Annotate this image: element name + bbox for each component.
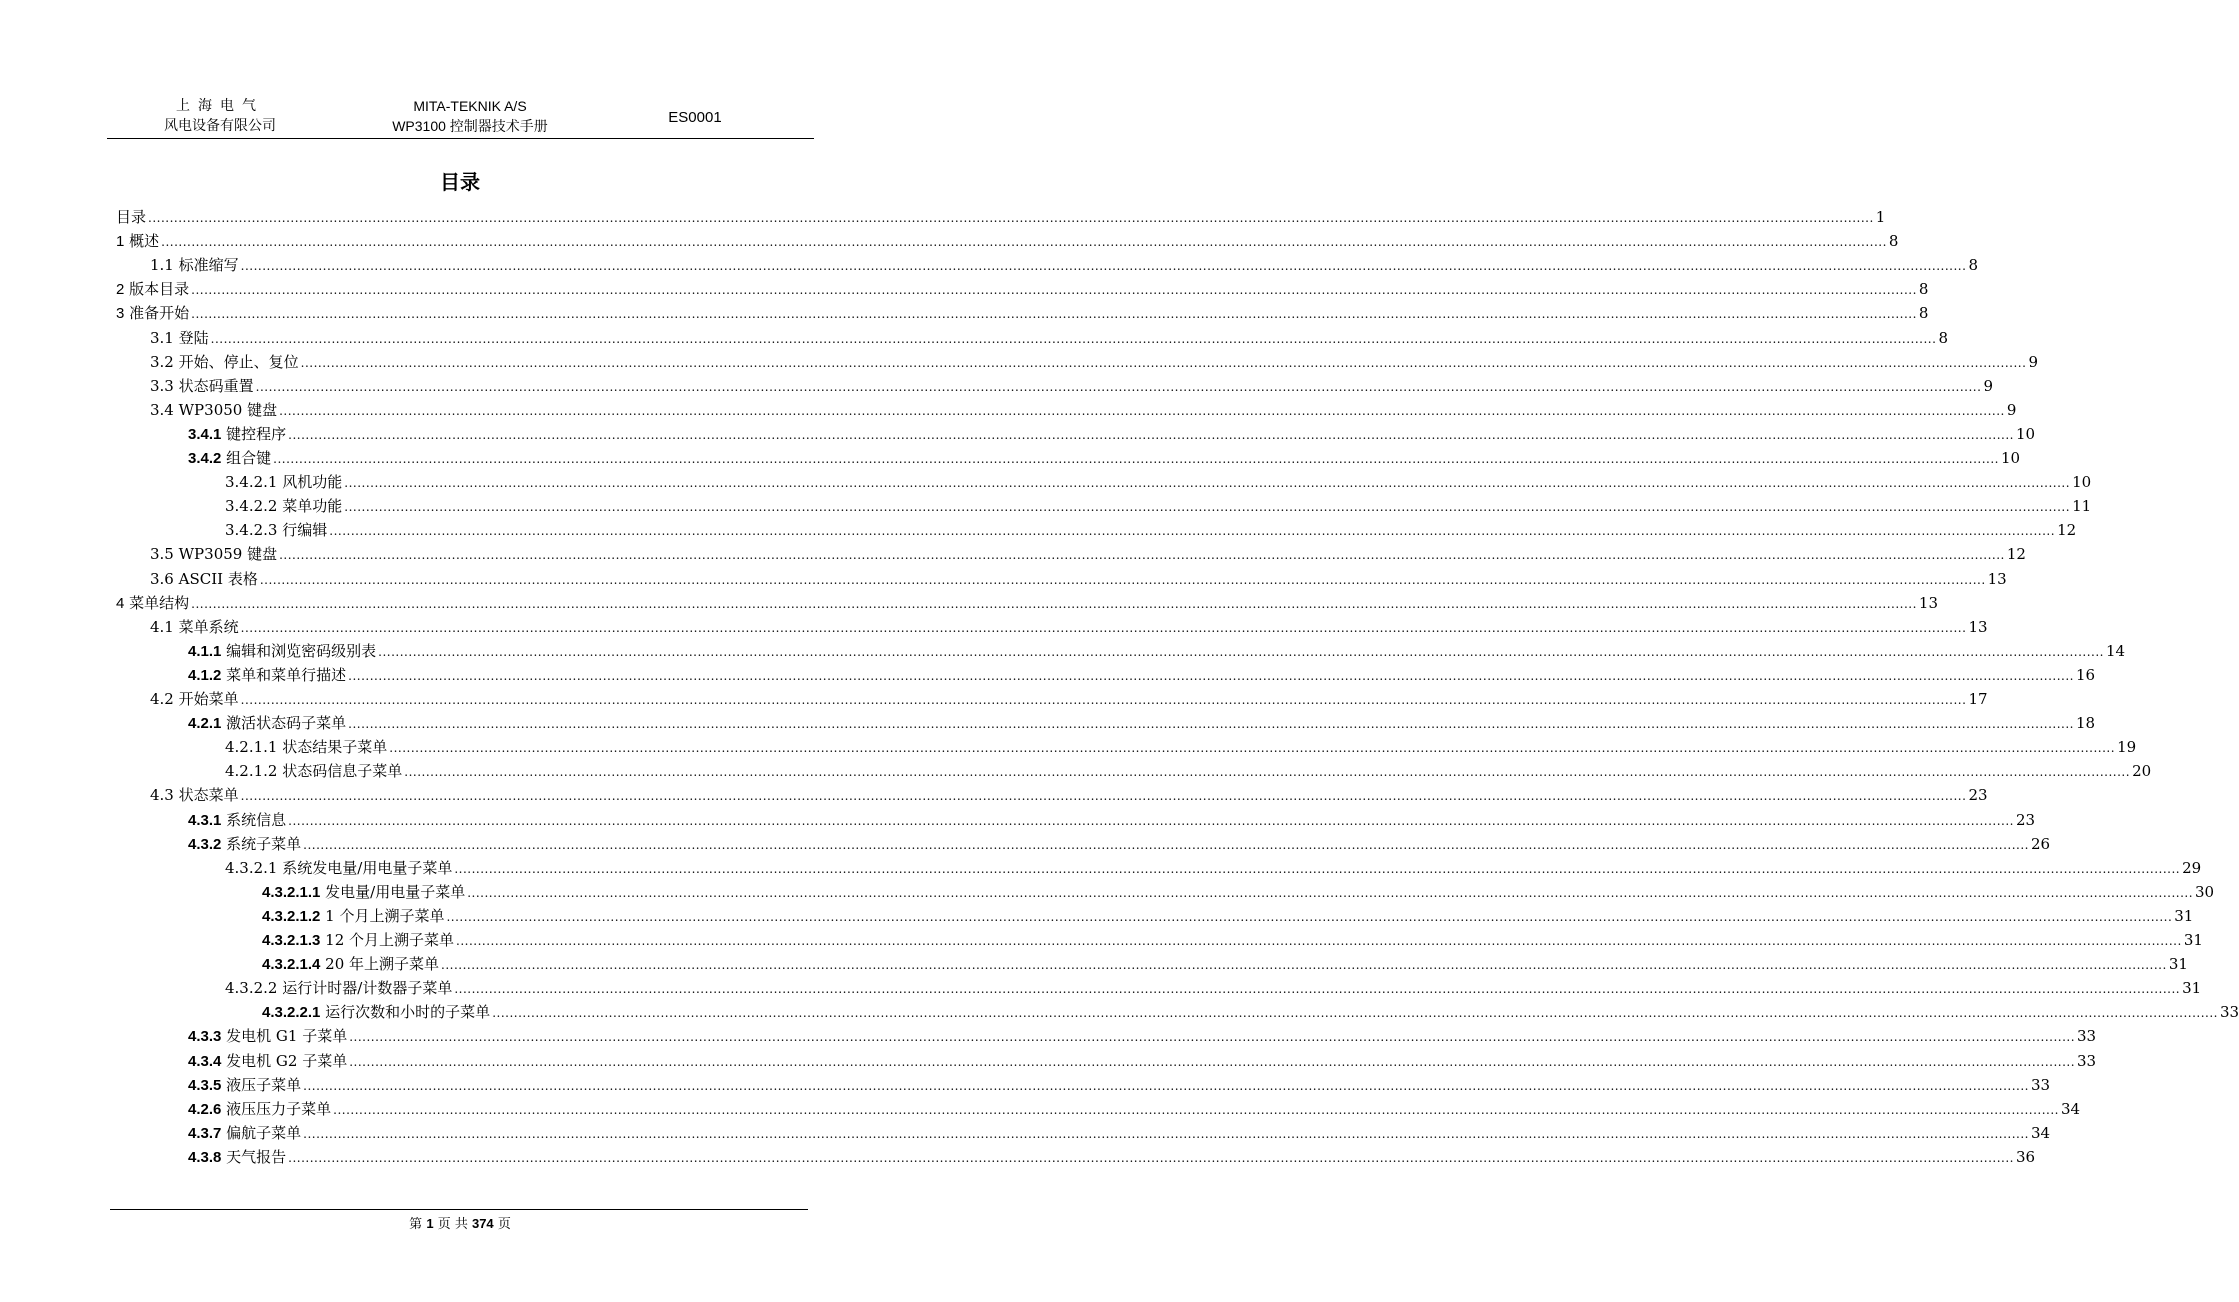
toc-entry[interactable]	[225, 856, 2202, 880]
toc-entry-number: 2	[116, 281, 125, 299]
doc-line-1: MITA-TEKNIK A/S	[413, 98, 527, 114]
toc-entry-title	[262, 928, 454, 953]
toc-entry-number: 3.4.2	[188, 450, 222, 467]
toc-entry-number: 4.1.1	[188, 642, 222, 660]
toc-entry-label: WP3050 键盘	[178, 400, 278, 419]
toc-entry[interactable]	[188, 1097, 2081, 1121]
footer-divider	[110, 1209, 808, 1210]
toc-entry-label: 标准缩写	[178, 256, 239, 275]
toc-entry[interactable]	[188, 1073, 2051, 1097]
toc-entry[interactable]	[262, 880, 2215, 904]
toc-entry-label: 系统子菜单	[226, 834, 302, 853]
toc-entry[interactable]	[150, 542, 2026, 566]
toc-entry-number: 4.2.1.1	[225, 738, 278, 757]
toc-entry-title	[116, 591, 189, 616]
toc-leader-dots: ................................................................................................................................................................................................................................................................................................................................................................................................................	[349, 1030, 2076, 1045]
toc-entry[interactable]	[188, 1049, 2097, 1073]
toc-entry[interactable]	[188, 422, 2036, 446]
toc-entry-label: 开始菜单	[178, 690, 239, 708]
toc-entry-label: 键控程序	[226, 424, 287, 443]
toc-entry[interactable]	[150, 253, 1978, 277]
footer-page-number: 1	[426, 1216, 434, 1231]
toc-page-number: 36	[2015, 1147, 2036, 1166]
toc-entry-label: 液压压力子菜单	[226, 1099, 332, 1118]
toc-entry-label: 菜单功能	[282, 497, 343, 516]
toc-entry-number: 3	[116, 305, 125, 323]
toc-entry[interactable]	[188, 1145, 2036, 1169]
toc-entry-label: 菜单结构	[129, 593, 190, 612]
toc-entry-title	[150, 326, 209, 350]
toc-page-number: 8	[1918, 280, 1929, 299]
document-code: ES0001	[668, 109, 722, 126]
toc-entry-number: 4.3.4	[188, 1052, 222, 1070]
toc-entry-number: 4.3.3	[188, 1028, 222, 1046]
toc-entry-title	[225, 494, 342, 518]
company-name	[130, 96, 310, 136]
toc-entry-label: 风机功能	[282, 473, 343, 492]
toc-entry-title	[188, 1073, 301, 1098]
toc-entry-number: 3.2	[150, 352, 174, 371]
company-line-1: 上海电气	[176, 98, 264, 114]
toc-page-number: 13	[1968, 617, 1988, 636]
toc-entry-label: 运行次数和小时的子菜单	[325, 1003, 491, 1022]
toc-entry-number: 4.2.1	[188, 715, 222, 733]
toc-entry-title	[262, 1000, 490, 1025]
toc-entry-number: 4.3.1	[188, 811, 222, 829]
toc-entry[interactable]	[188, 832, 2051, 856]
toc-leader-dots: ................................................................................................................................................................................................................................................................................................................................................................................................................	[259, 572, 1986, 587]
toc-leader-dots: ................................................................................................................................................................................................................................................................................................................................................................................................................	[467, 885, 2194, 900]
toc-entry-title	[150, 542, 277, 566]
toc-entry-title	[116, 301, 189, 326]
toc-page-number: 20	[2132, 762, 2152, 781]
toc-entry[interactable]	[116, 591, 1939, 615]
toc-page-number: 17	[1968, 690, 1988, 708]
toc-page-number: 33	[2219, 1003, 2239, 1022]
toc-entry[interactable]	[150, 783, 1988, 807]
toc-entry-label: 1 个月上溯子菜单	[325, 906, 445, 925]
toc-entry-title	[188, 1097, 331, 1122]
toc-entry-number: 4.3	[150, 786, 174, 805]
toc-entry[interactable]	[150, 326, 1948, 350]
toc-page-number: 8	[1938, 328, 1948, 347]
toc-leader-dots: ................................................................................................................................................................................................................................................................................................................................................................................................................	[288, 1150, 2014, 1165]
toc-entry-title	[262, 880, 465, 905]
toc-leader-dots: ................................................................................................................................................................................................................................................................................................................................................................................................................	[492, 1006, 2218, 1021]
footer-prefix: 第	[409, 1217, 423, 1232]
toc-entry-label: 液压子菜单	[226, 1075, 302, 1094]
toc-page-number: 33	[2030, 1075, 2051, 1094]
toc-entry-label: 激活状态码子菜单	[226, 714, 347, 733]
toc-entry-title	[188, 711, 346, 736]
toc-leader-dots: ................................................................................................................................................................................................................................................................................................................................................................................................................	[389, 741, 2116, 756]
toc-entry-title	[188, 1121, 301, 1146]
toc-page-number: 34	[2060, 1099, 2081, 1118]
toc-entry-label: ASCII 表格	[178, 569, 258, 588]
toc-leader-dots: ................................................................................................................................................................................................................................................................................................................................................................................................................	[279, 548, 2005, 563]
toc-leader-dots: ................................................................................................................................................................................................................................................................................................................................................................................................................	[240, 789, 1967, 804]
toc-leader-dots: ................................................................................................................................................................................................................................................................................................................................................................................................................	[273, 452, 1999, 466]
toc-entry-label: 发电量/用电量子菜单	[325, 882, 466, 901]
toc-entry[interactable]	[225, 976, 2202, 1000]
toc-entry[interactable]	[116, 277, 1929, 301]
toc-leader-dots: ................................................................................................................................................................................................................................................................................................................................................................................................................	[446, 909, 2173, 924]
toc-entry[interactable]	[262, 1000, 2239, 1024]
toc-entry-number: 4.3.2.2	[225, 979, 278, 998]
toc-page-number: 1	[1875, 208, 1886, 226]
toc-entry-number: 3.4.2.2	[225, 497, 278, 516]
toc-entry-number: 1	[116, 233, 125, 251]
toc-page-number: 23	[2015, 810, 2036, 829]
toc-entry[interactable]	[188, 663, 2096, 687]
toc-page-number: 10	[2072, 473, 2092, 492]
toc-entry-title	[116, 205, 146, 229]
toc-entry-label: 概述	[129, 232, 160, 251]
toc-entry-label: 天气报告	[226, 1147, 287, 1166]
toc-entry-title	[116, 229, 159, 254]
toc-page-number: 16	[2075, 665, 2096, 684]
toc-entry-label: 运行计时器/计数器子菜单	[282, 979, 453, 998]
toc-page-number: 19	[2117, 738, 2137, 757]
toc-entry[interactable]	[116, 301, 1929, 325]
toc-entry-title	[188, 663, 346, 688]
toc-page-number: 29	[2182, 858, 2202, 877]
toc-leader-dots: ................................................................................................................................................................................................................................................................................................................................................................................................................	[300, 355, 2027, 370]
toc-entry-label: 状态菜单	[178, 786, 239, 805]
toc-entry[interactable]	[150, 567, 2007, 591]
toc-page-number: 31	[2168, 955, 2188, 974]
toc-entry-title	[150, 567, 258, 591]
toc-entry-label: 菜单系统	[178, 617, 239, 636]
toc-page-number: 8	[1888, 232, 1899, 251]
toc-entry[interactable]	[188, 446, 2021, 470]
toc-entry-label: 偏航子菜单	[226, 1123, 302, 1142]
toc-leader-dots: ................................................................................................................................................................................................................................................................................................................................................................................................................	[454, 861, 2181, 876]
toc-page-number: 13	[1987, 569, 2007, 588]
toc-leader-dots: ................................................................................................................................................................................................................................................................................................................................................................................................................	[348, 717, 2074, 732]
toc-leader-dots: ................................................................................................................................................................................................................................................................................................................................................................................................................	[344, 500, 2071, 515]
toc-entry-label: 准备开始	[129, 304, 190, 323]
toc-entry-title	[225, 518, 327, 542]
toc-entry[interactable]	[150, 350, 2038, 374]
toc-leader-dots: ................................................................................................................................................................................................................................................................................................................................................................................................................	[404, 765, 2131, 780]
toc-entry[interactable]	[262, 952, 2188, 976]
toc-entry-label: WP3059 键盘	[178, 545, 278, 564]
toc-entry-number: 3.4.1	[188, 425, 222, 443]
toc-page-number: 8	[1918, 304, 1929, 323]
toc-page-number: 12	[2006, 545, 2026, 564]
toc-entry[interactable]	[225, 759, 2152, 783]
toc-entry-number: 4	[116, 594, 125, 612]
toc-entry-number: 4.1.2	[188, 666, 222, 684]
toc-entry-number: 3.5	[150, 545, 174, 564]
toc-entry-label: 状态结果子菜单	[282, 738, 388, 757]
toc-entry-title	[188, 1049, 347, 1074]
toc-entry-title	[188, 808, 286, 833]
toc-entry-number: 4.2.1.2	[225, 762, 278, 781]
toc-page-number: 10	[2000, 449, 2021, 467]
toc-entry-label: 目录	[116, 208, 147, 226]
toc-entry-title	[262, 904, 444, 929]
toc-leader-dots: ................................................................................................................................................................................................................................................................................................................................................................................................................	[148, 211, 1874, 225]
toc-entry-label: 发电机 G1 子菜单	[226, 1027, 348, 1046]
footer-mid: 页 共	[437, 1217, 468, 1232]
toc-page-number: 13	[1918, 593, 1939, 612]
page-footer	[0, 1213, 920, 1232]
toc-entry-title	[116, 277, 189, 302]
toc-entry-number: 3.3	[150, 376, 174, 395]
toc-entry-number: 4.3.5	[188, 1076, 222, 1094]
toc-page-number: 14	[2105, 641, 2126, 660]
toc-entry-title	[225, 856, 452, 880]
toc-entry-label: 状态码信息子菜单	[282, 762, 403, 781]
toc-entry-number: 3.4.2.1	[225, 473, 278, 492]
toc-entry[interactable]	[116, 229, 1899, 253]
toc-entry-number: 4.3.2.2.1	[262, 1004, 321, 1022]
toc-leader-dots: ................................................................................................................................................................................................................................................................................................................................................................................................................	[240, 693, 1967, 707]
toc-entry[interactable]	[150, 398, 2017, 422]
page-title: 目录	[440, 170, 480, 194]
toc-leader-dots: ................................................................................................................................................................................................................................................................................................................................................................................................................	[303, 837, 2029, 852]
toc-entry[interactable]	[262, 904, 2194, 928]
toc-leader-dots: ................................................................................................................................................................................................................................................................................................................................................................................................................	[191, 283, 1917, 298]
footer-total-pages: 374	[471, 1216, 494, 1231]
toc-leader-dots: ................................................................................................................................................................................................................................................................................................................................................................................................................	[240, 620, 1967, 635]
toc-entry-title	[188, 1024, 347, 1049]
toc-leader-dots: ................................................................................................................................................................................................................................................................................................................................................................................................................	[191, 596, 1917, 611]
toc-entry[interactable]	[225, 518, 2077, 542]
toc-entry-label: 系统信息	[226, 810, 287, 829]
toc-page-number: 9	[2006, 400, 2017, 419]
toc-entry-title	[225, 735, 387, 759]
toc-entry-label: 登陆	[178, 328, 209, 347]
toc-entry-title	[188, 639, 376, 664]
toc-page-number: 34	[2030, 1123, 2051, 1142]
toc-entry-number: 4.3.2.1.4	[262, 956, 321, 974]
toc-leader-dots: ................................................................................................................................................................................................................................................................................................................................................................................................................	[454, 982, 2181, 997]
toc-entry-number: 4.3.2	[188, 835, 222, 853]
toc-leader-dots: ................................................................................................................................................................................................................................................................................................................................................................................................................	[191, 307, 1917, 322]
toc-leader-dots: ................................................................................................................................................................................................................................................................................................................................................................................................................	[378, 644, 2104, 659]
toc-entry-title	[150, 398, 277, 422]
toc-page-number: 26	[2030, 834, 2051, 853]
toc-entry[interactable]	[188, 808, 2036, 832]
toc-entry[interactable]	[150, 687, 1988, 711]
toc-entry-title	[188, 1145, 286, 1170]
toc-entry-title	[225, 470, 342, 494]
toc-entry[interactable]	[116, 205, 1886, 229]
toc-entry-title	[225, 976, 452, 1000]
toc-page-number: 9	[1983, 376, 1993, 395]
toc-entry[interactable]	[225, 735, 2137, 759]
toc-entry-label: 菜单和菜单行描述	[226, 665, 347, 684]
toc-leader-dots: ................................................................................................................................................................................................................................................................................................................................................................................................................	[161, 235, 1887, 250]
toc-entry-number: 1.1	[150, 256, 174, 275]
footer-suffix: 页	[497, 1217, 511, 1232]
toc-entry-title	[188, 422, 286, 447]
toc-entry-number: 4.3.2.1	[225, 858, 278, 877]
toc-entry-number: 4.3.2.1.2	[262, 907, 321, 925]
toc-page-number: 30	[2195, 882, 2215, 901]
toc-entry[interactable]	[225, 470, 2092, 494]
toc-entry-label: 开始、停止、复位	[178, 352, 299, 371]
toc-leader-dots: ................................................................................................................................................................................................................................................................................................................................................................................................................	[348, 668, 2074, 683]
toc-entry[interactable]	[150, 615, 1988, 639]
toc-entry-number: 4.3.2.1.1	[262, 883, 321, 901]
toc-leader-dots: ................................................................................................................................................................................................................................................................................................................................................................................................................	[240, 259, 1967, 274]
toc-entry[interactable]	[225, 494, 2092, 518]
toc-entry-label: 组合键	[226, 449, 272, 467]
toc-page-number: 33	[2077, 1051, 2097, 1070]
toc-page-number: 33	[2077, 1027, 2097, 1046]
toc-page-number: 12	[2057, 521, 2077, 540]
toc-entry-number: 4.3.8	[188, 1148, 222, 1166]
toc-page-number: 23	[1968, 786, 1988, 805]
toc-entry-title	[225, 759, 402, 783]
toc-entry[interactable]	[188, 639, 2126, 663]
toc-entry-number: 4.3.2.1.3	[262, 932, 321, 949]
toc-entry-number: 4.2.6	[188, 1100, 222, 1118]
company-line-2: 风电设备有限公司	[164, 118, 276, 134]
toc-entry-label: 版本目录	[129, 280, 190, 299]
toc-entry-label: 系统发电量/用电量子菜单	[282, 858, 453, 877]
toc-entry-number: 3.1	[150, 328, 174, 347]
toc-page-number: 10	[2015, 424, 2036, 443]
toc-entry-title	[150, 374, 254, 398]
toc-entry-title	[150, 253, 239, 277]
toc-leader-dots: ................................................................................................................................................................................................................................................................................................................................................................................................................	[210, 331, 1937, 346]
toc-page-number: 31	[2182, 979, 2202, 998]
toc-page-number: 9	[2028, 352, 2038, 371]
toc-entry-title	[150, 350, 299, 374]
toc-leader-dots: ................................................................................................................................................................................................................................................................................................................................................................................................................	[344, 476, 2071, 491]
document-title-header	[300, 96, 640, 136]
toc-entry[interactable]	[188, 1121, 2051, 1145]
toc-entry-title	[188, 832, 301, 857]
toc-leader-dots: ................................................................................................................................................................................................................................................................................................................................................................................................................	[288, 427, 2014, 442]
toc-page-number: 31	[2183, 931, 2203, 949]
toc-entry-label: 12 个月上溯子菜单	[325, 931, 455, 949]
toc-entry-label: 发电机 G2 子菜单	[226, 1051, 348, 1070]
toc-entry-number: 3.4	[150, 400, 174, 419]
toc-leader-dots: ................................................................................................................................................................................................................................................................................................................................................................................................................	[441, 958, 2167, 973]
toc-leader-dots: ................................................................................................................................................................................................................................................................................................................................................................................................................	[329, 524, 2056, 539]
toc-page-number: 31	[2174, 906, 2194, 925]
toc-page-number: 8	[1968, 256, 1978, 275]
toc-entry[interactable]	[188, 1024, 2097, 1048]
doc-line-2: WP3100 控制器技术手册	[392, 118, 548, 134]
toc-page-number: 18	[2075, 714, 2096, 733]
toc-entry[interactable]	[150, 374, 1993, 398]
toc-entry-label: 编辑和浏览密码级别表	[226, 641, 377, 660]
toc-entry-number: 3.4.2.3	[225, 521, 278, 540]
toc-leader-dots: ................................................................................................................................................................................................................................................................................................................................................................................................................	[303, 1078, 2029, 1093]
toc-entry-number: 3.6	[150, 569, 174, 588]
toc-leader-dots: ................................................................................................................................................................................................................................................................................................................................................................................................................	[279, 403, 2005, 418]
toc-entry-title	[150, 783, 239, 807]
toc-page-number: 11	[2072, 497, 2092, 516]
toc-entry-title	[188, 446, 271, 471]
toc-leader-dots: ................................................................................................................................................................................................................................................................................................................................................................................................................	[303, 1126, 2029, 1141]
toc-entry[interactable]	[262, 928, 2203, 952]
toc-entry-title	[150, 615, 239, 639]
toc-entry-number: 4.1	[150, 617, 174, 636]
toc-entry-label: 20 年上溯子菜单	[325, 955, 440, 974]
toc-leader-dots: ................................................................................................................................................................................................................................................................................................................................................................................................................	[288, 813, 2014, 828]
toc-leader-dots: ................................................................................................................................................................................................................................................................................................................................................................................................................	[349, 1054, 2076, 1069]
toc-entry-label: 状态码重置	[178, 376, 254, 395]
toc-leader-dots: ................................................................................................................................................................................................................................................................................................................................................................................................................	[456, 934, 2182, 948]
toc-leader-dots: ................................................................................................................................................................................................................................................................................................................................................................................................................	[255, 379, 1982, 394]
toc-entry-title	[262, 952, 439, 977]
toc-entry-number: 4.2	[150, 690, 174, 708]
toc-entry-label: 行编辑	[282, 521, 328, 540]
toc-entry-number: 4.3.7	[188, 1124, 222, 1142]
toc-leader-dots: ................................................................................................................................................................................................................................................................................................................................................................................................................	[333, 1102, 2059, 1117]
toc-entry-title	[150, 687, 239, 711]
header-divider	[107, 138, 814, 139]
toc-entry[interactable]	[188, 711, 2096, 735]
